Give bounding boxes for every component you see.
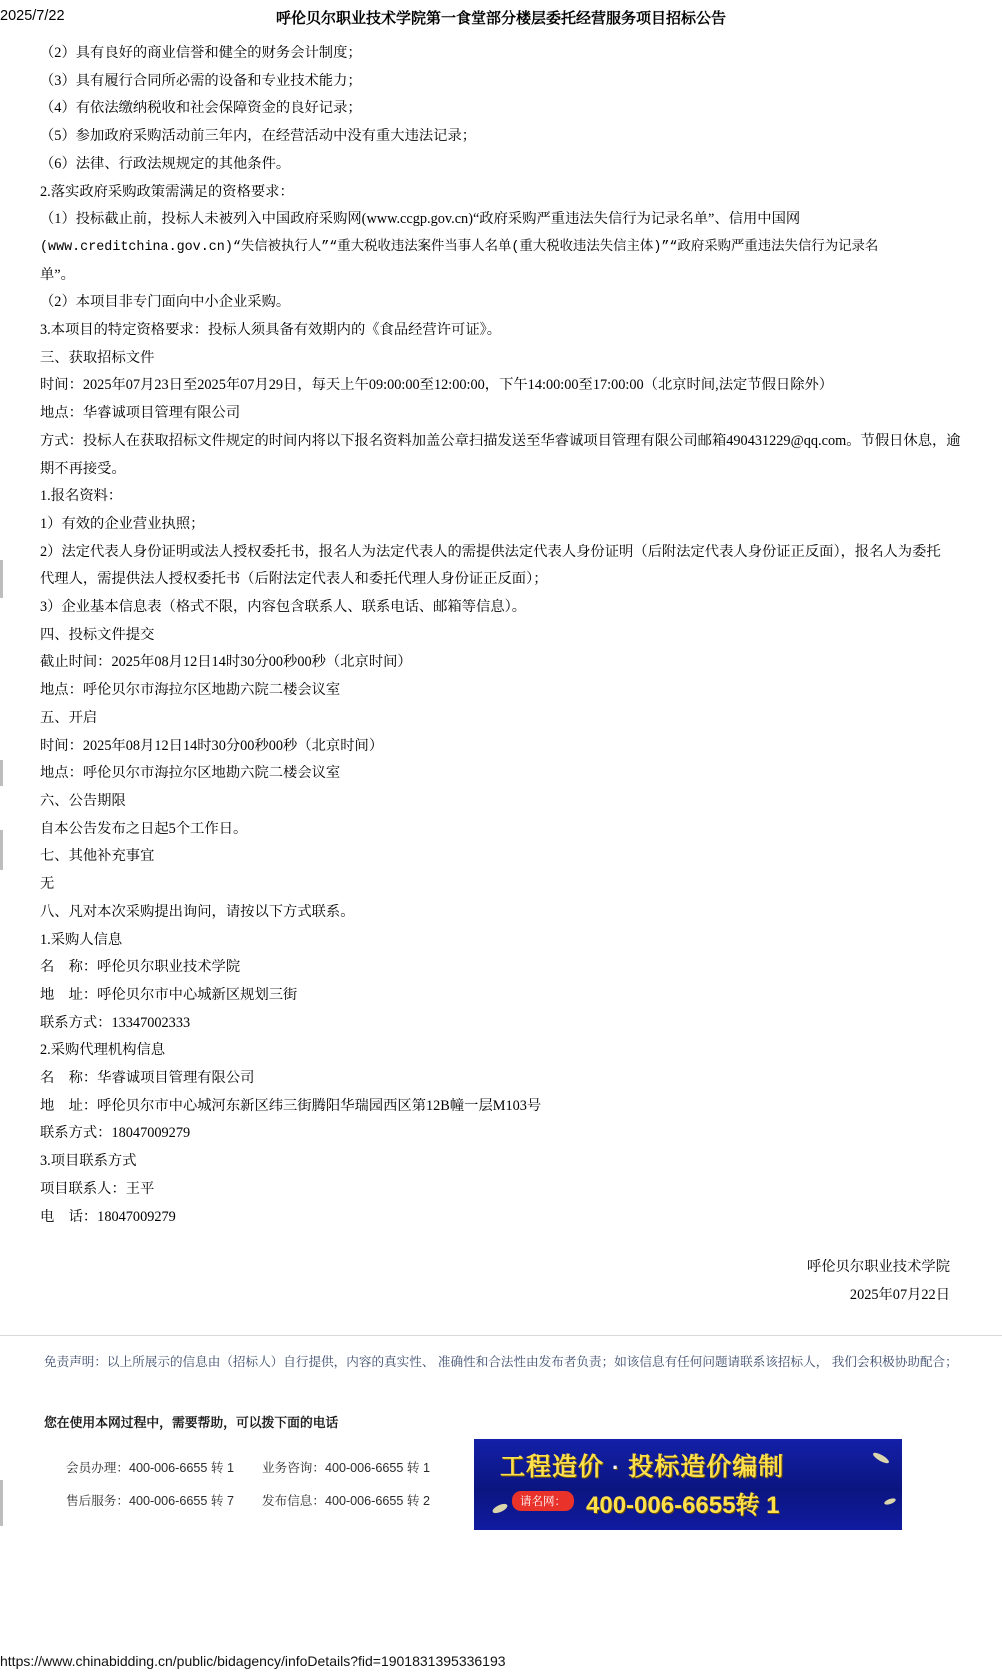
phone-number: 400-006-6655 转 1 bbox=[128, 1461, 234, 1476]
sparkle-icon bbox=[491, 1502, 508, 1515]
section-heading: 七、其他补充事宜 bbox=[40, 848, 155, 865]
print-header bbox=[0, 0, 1002, 34]
left-edge-mark bbox=[0, 830, 3, 870]
paragraph: 地点：华睿诚项目管理有限公司 bbox=[40, 405, 241, 422]
status-url-text: https://www.chinabidding.cn/public/bidagency/infoDetails?fid=1901831395336193 bbox=[0, 1653, 506, 1669]
paragraph: 地点：呼伦贝尔市海拉尔区地勘六院二楼会议室 bbox=[40, 682, 341, 699]
paragraph: 地 址：呼伦贝尔市中心城新区规划三街 bbox=[40, 986, 298, 1003]
paragraph: 3）企业基本信息表（格式不限，内容包含联系人、联系电话、邮箱等信息）。 bbox=[40, 599, 527, 616]
section-heading: 六、公告期限 bbox=[40, 792, 126, 809]
paragraph: （3）具有履行合同所必需的设备和专业技术能力； bbox=[40, 72, 362, 89]
sparkle-icon bbox=[872, 1451, 891, 1465]
signature-block bbox=[40, 1253, 962, 1309]
phone-number: 400-006-6655 转 2 bbox=[324, 1494, 430, 1509]
page-title: 呼伦贝尔职业技术学院第一食堂部分楼层委托经营服务项目招标公告 bbox=[275, 10, 726, 27]
phone-item bbox=[262, 1457, 458, 1476]
phone-number: 400-006-6655 转 1 bbox=[324, 1461, 430, 1476]
ad-banner-headline bbox=[500, 1447, 784, 1483]
paragraph: 方式：投标人在获取招标文件规定的时间内将以下报名资料加盖公章扫描发送至华睿诚项目管理有限公司邮箱490431229@qq.com。节假日休息，逾 bbox=[40, 432, 961, 449]
paragraph: 联系方式：13347002333 bbox=[40, 1014, 191, 1031]
phone-item bbox=[66, 1490, 262, 1509]
paragraph: 名 称：华睿诚项目管理有限公司 bbox=[40, 1070, 255, 1087]
paragraph: 3.项目联系方式 bbox=[40, 1153, 137, 1170]
paragraph: 时间：2025年07月23日至2025年07月29日，每天上午09:00:00至12:00:00，下午14:00:00至17:00:00（北京时间,法定节假日除外） bbox=[40, 377, 834, 394]
status-url-bar bbox=[0, 1646, 1002, 1676]
paragraph: （5）参加政府采购活动前三年内，在经营活动中没有重大违法记录； bbox=[40, 128, 477, 145]
paragraph: 截止时间：2025年08月12日14时30分00秒00秒（北京时间） bbox=[40, 654, 412, 671]
section-heading: 四、投标文件提交 bbox=[40, 626, 155, 643]
paragraph: （2）具有良好的商业信誉和健全的财务会计制度； bbox=[40, 45, 362, 61]
ad-headline-part2: 投标造价编制 bbox=[628, 1453, 785, 1481]
paragraph: （2）本项目非专门面向中小企业采购。 bbox=[40, 294, 291, 311]
signature-date: 2025年07月22日 bbox=[849, 1287, 950, 1304]
paragraph: 无 bbox=[40, 876, 55, 893]
paragraph: 联系方式：18047009279 bbox=[40, 1125, 191, 1142]
phone-label: 发布信息： bbox=[262, 1494, 325, 1509]
print-date: 2025/7/22 bbox=[0, 8, 65, 24]
paragraph: 自本公告发布之日起5个工作日。 bbox=[40, 820, 248, 837]
left-edge-mark bbox=[0, 760, 3, 786]
ad-headline-separator: · bbox=[611, 1455, 621, 1480]
disclaimer-text: 免责声明：以上所展示的信息由（招标人）自行提供，内容的真实性、 准确性和合法性由发布者负责；如该信息有任何问题请联系该招标人， 我们会积极协助配合； bbox=[44, 1355, 958, 1370]
paragraph: 单”。 bbox=[40, 266, 75, 283]
paragraph: （1）投标截止前，投标人未被列入中国政府采购网(www.ccgp.gov.cn)“政府采购严重违法失信行为记录名单”、信用中国网 bbox=[40, 211, 801, 228]
section-heading: 三、获取招标文件 bbox=[40, 349, 155, 366]
phone-label: 业务咨询： bbox=[262, 1461, 325, 1476]
paragraph: 1.报名资料： bbox=[40, 488, 123, 505]
left-edge-mark bbox=[0, 560, 3, 598]
paragraph: 电 话：18047009279 bbox=[40, 1208, 176, 1225]
help-title: 您在使用本网过程中，需要帮助，可以拨下面的电话 bbox=[44, 1415, 339, 1431]
paragraph: (www.creditchina.gov.cn)“失信被执行人”“重大税收违法案件当事人名单(重大税收违法失信主体)”“政府采购严重违法失信行为记录名 bbox=[40, 239, 879, 255]
paragraph: （4）有依法缴纳税收和社会保障资金的良好记录； bbox=[40, 100, 362, 117]
paragraph: 1.采购人信息 bbox=[40, 931, 123, 948]
announcement-body bbox=[0, 34, 1002, 1309]
phone-label: 售后服务： bbox=[66, 1494, 129, 1509]
paragraph: 3.本项目的特定资格要求：投标人须具备有效期内的《食品经营许可证》。 bbox=[40, 322, 502, 339]
phone-item bbox=[262, 1490, 458, 1509]
paragraph: 项目联系人：王平 bbox=[40, 1180, 155, 1197]
section-heading: 五、开启 bbox=[40, 709, 98, 726]
paragraph: （6）法律、行政法规规定的其他条件。 bbox=[40, 155, 291, 172]
left-edge-mark bbox=[0, 1480, 3, 1526]
ad-badge: 请名网： bbox=[512, 1491, 574, 1511]
phone-number: 400-006-6655 转 7 bbox=[128, 1494, 234, 1509]
paragraph: 2.落实政府采购政策需满足的资格要求： bbox=[40, 183, 294, 200]
phone-label: 会员办理： bbox=[66, 1461, 129, 1476]
paragraph: 2）法定代表人身份证明或法人授权委托书，报名人为法定代表人的需提供法定代表人身份证明（后附法定代表人身份证正反面），报名人为委托 bbox=[40, 543, 941, 560]
paragraph: 时间：2025年08月12日14时30分00秒00秒（北京时间） bbox=[40, 737, 384, 754]
paragraph: 2.采购代理机构信息 bbox=[40, 1042, 166, 1059]
phone-item bbox=[66, 1457, 262, 1476]
ad-headline-part1: 工程造价 bbox=[500, 1453, 605, 1481]
section-heading: 八、凡对本次采购提出询问，请按以下方式联系。 bbox=[40, 903, 355, 920]
ad-banner[interactable] bbox=[474, 1439, 902, 1530]
signature-org: 呼伦贝尔职业技术学院 bbox=[807, 1259, 950, 1276]
ad-phone: 400-006-6655转 1 bbox=[586, 1492, 780, 1519]
paragraph: 地点：呼伦贝尔市海拉尔区地勘六院二楼会议室 bbox=[40, 765, 341, 782]
paragraph: 名 称：呼伦贝尔职业技术学院 bbox=[40, 959, 241, 976]
paragraph: 期不再接受。 bbox=[40, 460, 126, 477]
sparkle-icon bbox=[884, 1497, 897, 1506]
paragraph: 代理人，需提供法人授权委托书（后附法定代表人和委托代理人身份证正反面）； bbox=[40, 571, 548, 588]
paragraph: 1）有效的企业营业执照； bbox=[40, 515, 205, 532]
paragraph: 地 址：呼伦贝尔市中心城河东新区纬三街腾阳华瑞园西区第12B幢一层M103号 bbox=[40, 1097, 542, 1114]
